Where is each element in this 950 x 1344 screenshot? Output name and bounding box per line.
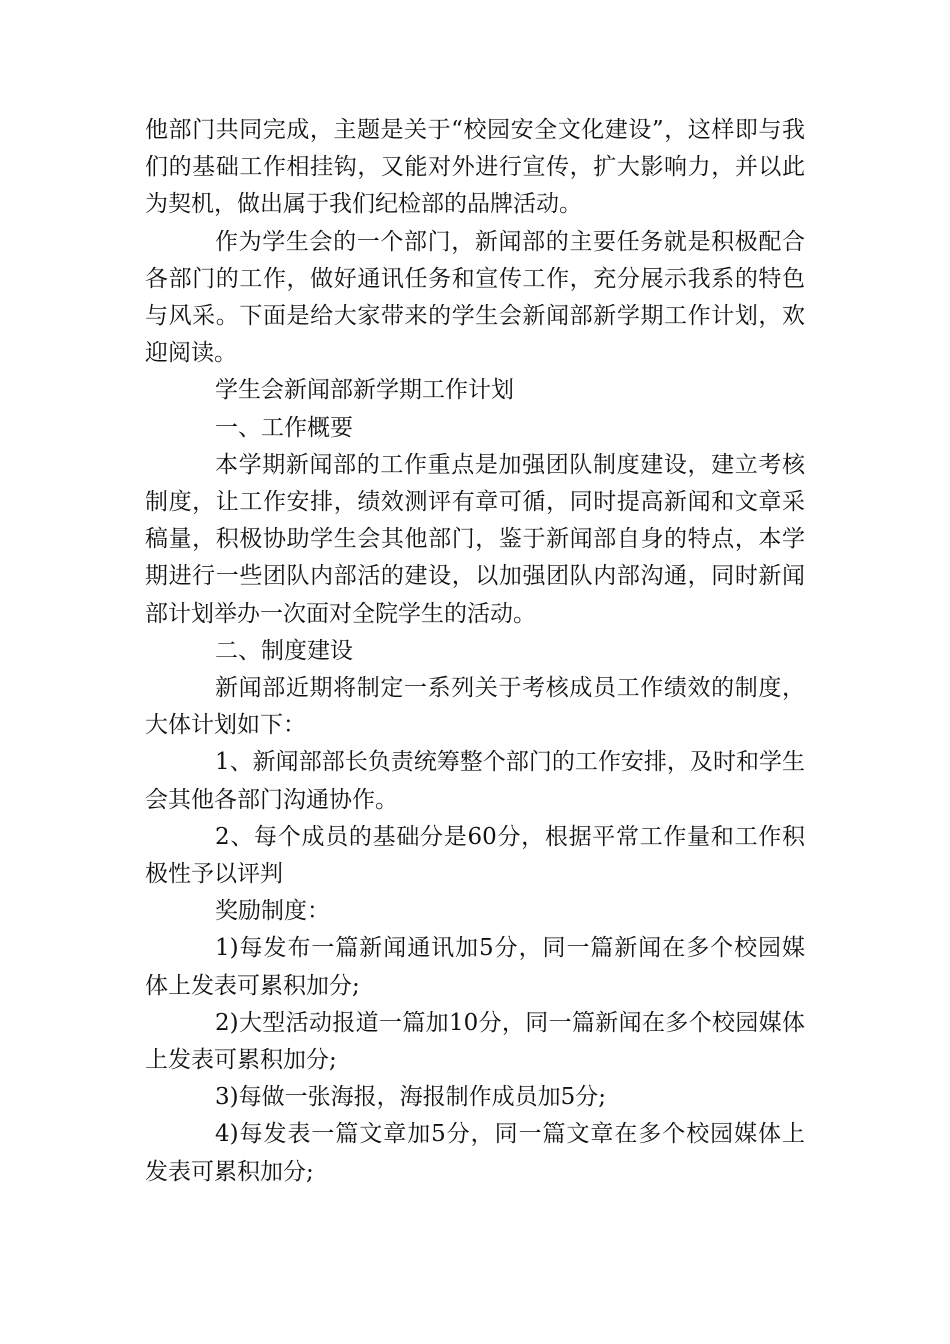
document-title: 学生会新闻部新学期工作计划: [215, 377, 514, 404]
section-heading-overview: 一、工作概要: [215, 414, 353, 441]
list-item-2: 2、每个成员的基础分是60分，根据平常工作量和工作积极性予以评判: [145, 823, 805, 888]
reward-item-3: 3)每做一张海报，海报制作成员加5分;: [215, 1084, 606, 1111]
paragraph-system-intro: 新闻部近期将制定一系列关于考核成员工作绩效的制度，大体计划如下：: [145, 675, 805, 739]
paragraph-continuation: 他部门共同完成，主题是关于“校园安全文化建设”，这样即与我们的基础工作相挂钩，又能对外进行宣传，扩大影响力，并以此为契机，做出属于我们纪检部的品牌活动。: [145, 117, 805, 218]
document-body: [145, 112, 805, 1191]
paragraph-overview: 本学期新闻部的工作重点是加强团队制度建设，建立考核制度，让工作安排，绩效测评有章可循，同时提高新闻和文章采稿量，积极协助学生会其他部门，鉴于新闻部自身的特点，本学期进行一些团队内部活的建设，以加强团队内部沟通，同时新闻部计划举办一次面对全院学生的活动。: [145, 451, 805, 627]
reward-item-1: 1)每发布一篇新闻通讯加5分，同一篇新闻在多个校园媒体上发表可累积加分;: [145, 935, 805, 999]
paragraph-intro: 作为学生会的一个部门，新闻部的主要任务就是积极配合各部门的工作，做好通讯任务和宣传工作，充分展示我系的特色与风采。下面是给大家带来的学生会新闻部新学期工作计划，欢迎阅读。: [145, 228, 805, 367]
reward-item-2: 2)大型活动报道一篇加10分，同一篇新闻在多个校园媒体上发表可累积加分;: [145, 1009, 805, 1074]
reward-item-4: 4)每发表一篇文章加5分，同一篇文章在多个校园媒体上发表可累积加分;: [145, 1121, 805, 1185]
section-heading-system: 二、制度建设: [215, 637, 353, 664]
list-item-1: 1、新闻部部长负责统筹整个部门的工作安排，及时和学生会其他各部门沟通协作。: [145, 749, 805, 813]
subheading-rewards: 奖励制度：: [215, 898, 330, 925]
